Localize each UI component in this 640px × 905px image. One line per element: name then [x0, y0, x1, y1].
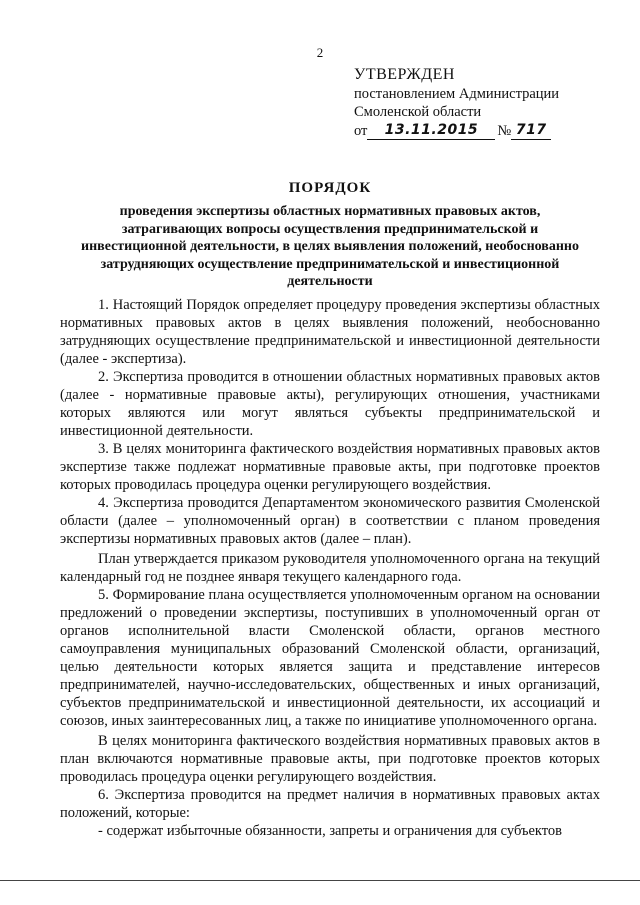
paragraph-1: 1. Настоящий Порядок определяет процедуру проведения экспертизы областных нормативных правовых актов в целях выявления положений, необоснованно затрудняющих осуществление предпринимательской и инвестиционной деятельности (далее - экспертиза).: [60, 297, 600, 367]
scan-edge-line: [0, 880, 640, 881]
paragraph-6: 6. Экспертиза проводится на предмет наличия в нормативных правовых актах положений, которые:: [60, 787, 600, 821]
paragraph-6-item-1: - содержат избыточные обязанности, запреты и ограничения для субъектов: [98, 823, 563, 839]
paragraph-3: 3. В целях мониторинга фактического воздействия нормативных правовых актов экспертизе также подлежат нормативные правовые акты, при подготовке проектов которых проводилась процедура оценки регулирующего воздействия.: [60, 441, 600, 493]
approval-line-2: Смоленской области: [354, 104, 482, 120]
approval-heading: УТВЕРЖДЕН: [354, 66, 455, 83]
date-prefix: от: [354, 123, 368, 139]
number-prefix: №: [497, 123, 512, 139]
paragraph-5-monitoring: В целях мониторинга фактического воздействия нормативных правовых актов в план включаются нормативные правовые акты, при подготовке проектов которых проводилась процедура оценки регулирующего воздействия.: [60, 733, 600, 785]
paragraph-4-plan: План утверждается приказом руководителя уполномоченного органа на текущий календарный год не позднее января текущего календарного года.: [60, 551, 600, 585]
page-number: 2: [316, 45, 324, 60]
date-value: 13.11.2015: [384, 122, 479, 138]
number-value: 717: [515, 122, 547, 138]
approval-block: [354, 66, 614, 140]
approval-line-1: постановлением Администрации: [354, 86, 560, 102]
document-subtitle: проведения экспертизы областных нормативных правовых актов, затрагивающих вопросы осуществления предпринимательской и инвестиционной деятельности, в целях выявления положений, необоснованно затрудняющих осуществление предпринимательской и инвестиционной деятельности: [81, 204, 579, 289]
document-title: ПОРЯДОК: [288, 180, 372, 196]
document-body: [60, 296, 600, 840]
paragraph-4: 4. Экспертиза проводится Департаментом экономического развития Смоленской области (далее – уполномоченный орган) в соответствии с планом проведения экспертизы нормативных правовых актов (далее – план).: [60, 495, 600, 547]
date-field: [367, 121, 495, 140]
approval-date-line: [354, 121, 614, 140]
number-field: [511, 121, 551, 140]
paragraph-5: 5. Формирование плана осуществляется уполномоченным органом на основании предложений о проведении экспертизы, поступивших в уполномоченный орган от органов исполнительной власти Смоленской области, органов местного самоуправления муниципальных образований Смоленской области, организаций, целью деятельности которых является защита и представление интересов предпринимателей, научно-исследовательских, общественных и иных организаций, субъектов предпринимательской и инвестиционной деятельности, их ассоциаций и союзов, иных заинтересованных лиц, а также по инициативе уполномоченного органа.: [60, 587, 600, 729]
paragraph-2: 2. Экспертиза проводится в отношении областных нормативных правовых актов (далее - нормативные правовые акты), регулирующих отношения, участниками которых являются или могут являться субъекты предпринимательской и инвестиционной деятельности.: [60, 369, 600, 439]
